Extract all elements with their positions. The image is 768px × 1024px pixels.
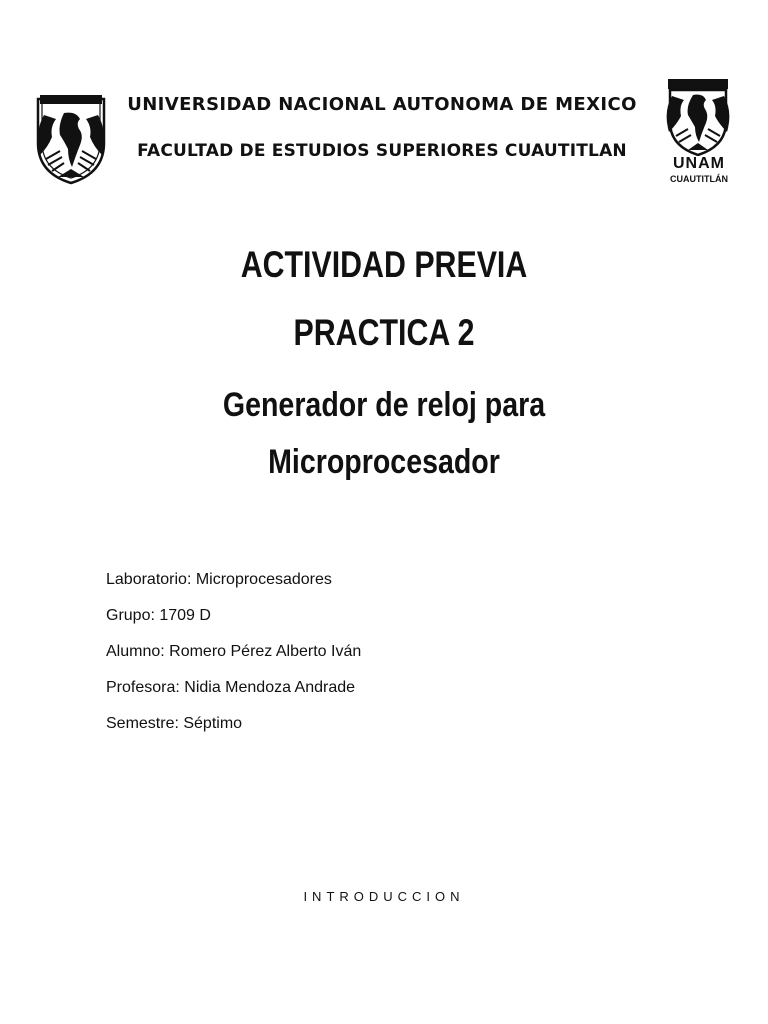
info-professor: Profesora: Nidia Mendoza Andrade (106, 679, 356, 696)
info-semester: Semestre: Séptimo (106, 715, 243, 732)
info-group: Grupo: 1709 D (106, 607, 211, 624)
university-name: UNIVERSIDAD NACIONAL AUTONOMA DE MEXICO (127, 94, 637, 115)
info-student: Alumno: Romero Pérez Alberto Iván (106, 643, 362, 660)
student-info (106, 562, 666, 742)
title-practice: PRACTICA 2 (293, 312, 475, 353)
campus-wordmark: CUAUTITLÁN (670, 174, 728, 184)
info-lab: Laboratorio: Microprocesadores (106, 571, 332, 588)
unam-cuautitlan-logo (656, 78, 742, 188)
unam-wordmark: UNAM (673, 155, 725, 172)
title-activity: ACTIVIDAD PREVIA (240, 244, 528, 285)
faculty-name: FACULTAD DE ESTUDIOS SUPERIORES CUAUTITLAN (137, 141, 627, 161)
title-topic-line1: Generador de reloj para (222, 386, 546, 424)
unam-shield-logo (30, 93, 112, 185)
unam-crest-icon (662, 78, 734, 156)
section-heading-introduction: INTRODUCCION (303, 889, 465, 904)
title-topic-line2: Microprocesador (268, 443, 500, 481)
